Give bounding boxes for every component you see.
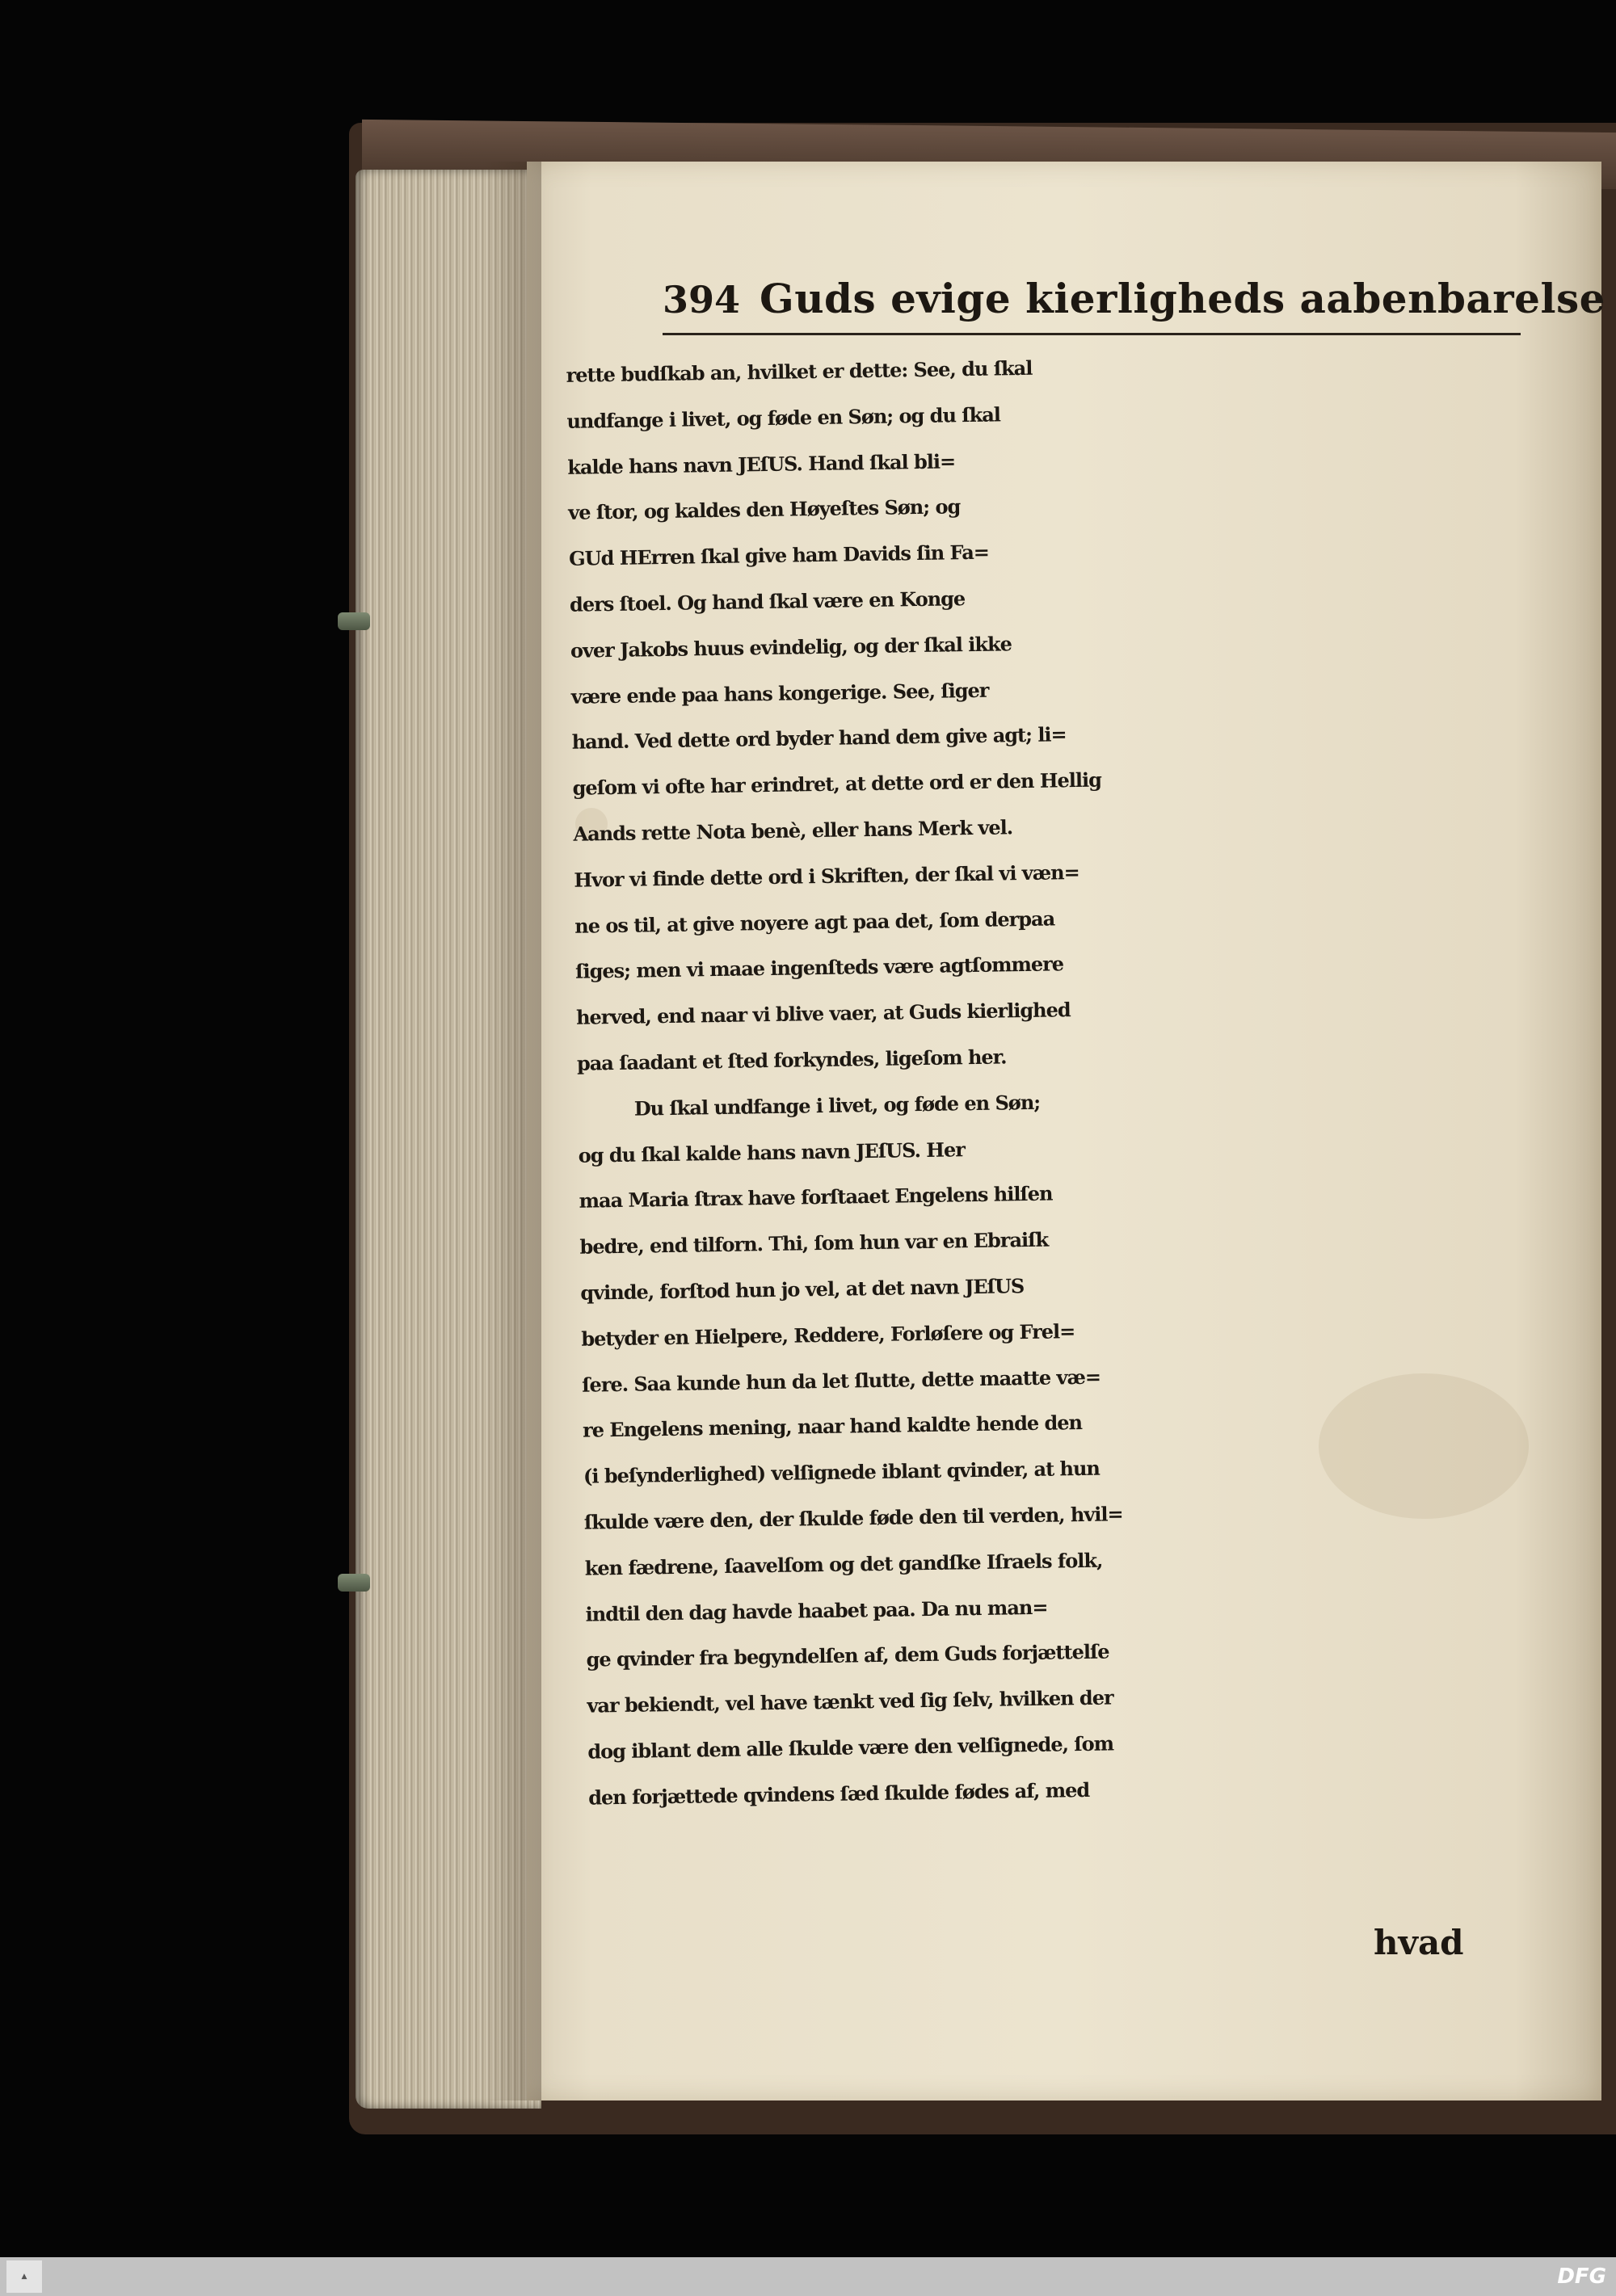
text-line: Aands rette Nota benè, eller hans Merk vel. <box>573 815 1013 846</box>
text-line: hand. Ved dette ord byder hand dem give agt; li= <box>571 722 1067 755</box>
text-line: ge qvinder fra begyndelſen af, dem Guds forjættelſe <box>586 1639 1109 1672</box>
page-header <box>663 267 1605 331</box>
text-line: ſkulde være den, der ſkulde føde den til verden, hvil= <box>583 1502 1123 1534</box>
text-line: den forjættede qvindens ſæd ſkulde fødes af, med <box>588 1777 1090 1810</box>
text-line: ne os til, at give noyere agt paa det, ſom derpaa <box>574 906 1055 938</box>
text-line: maa Maria ſtrax have forſtaaet Engelens hilſen <box>579 1181 1053 1213</box>
text-line: var bekiendt, vel have tænkt ved ſig ſelv, hvilken der <box>587 1685 1113 1718</box>
text-line: paa ſaadant et ſted forkyndes, ligeſom her. <box>576 1045 1007 1075</box>
text-line: rette budſkab an, hvilket er dette: See, du ſkal <box>566 355 1033 387</box>
text-line: ken fædrene, ſaavelſom og det gandſke Iſraels folk, <box>584 1548 1103 1580</box>
catchword: hvad <box>1374 1923 1464 1962</box>
text-line: ders ſtoel. Og hand ſkal være en Konge <box>569 587 966 616</box>
text-line: dog iblant dem alle ſkulde være den velſignede, ſom <box>587 1731 1114 1764</box>
running-head: Guds evige kierligheds aabenbarelse <box>760 275 1605 322</box>
text-line: betyder en Hielpere, Reddere, Forløſere og Frel= <box>581 1318 1075 1351</box>
text-line: GUd HErren ſkal give ham Davids ſin Fa= <box>568 540 990 571</box>
text-line: geſom vi ofte har erindret, at dette ord er den Hellig <box>572 767 1102 800</box>
page-gutter-shadow <box>485 162 541 2100</box>
text-line: ſere. Saa kunde hun da let ſlutte, dette maatte væ= <box>581 1365 1101 1397</box>
text-line: Du ſkal undfange i livet, og føde en Søn; <box>633 1090 1041 1121</box>
text-line: ve ſtor, og kaldes den Høyeſtes Søn; og <box>568 494 961 525</box>
text-line: herved, end naar vi blive vaer, at Guds kierlighed <box>575 998 1071 1029</box>
text-line: og du ſkal kalde hans navn JEſUS. Her <box>578 1137 966 1167</box>
text-line: bedre, end tilforn. Thi, ſom hun var en Ebraiſk <box>579 1227 1049 1259</box>
clasp-icon <box>338 1574 370 1592</box>
text-line: qvinde, forſtod hun jo vel, at det navn JEſUS <box>580 1274 1025 1305</box>
text-line: være ende paa hans kongerige. See, ſiger <box>570 678 989 709</box>
text-line: re Engelens mening, naar hand kaldte hende den <box>582 1411 1083 1443</box>
body-text <box>566 338 1561 2017</box>
text-line: undfange i livet, og føde en Søn; og du ſkal <box>566 402 1001 433</box>
library-logo-icon: ▲ <box>6 2260 42 2293</box>
page-number: 394 <box>663 278 741 322</box>
text-line: Hvor vi finde dette ord i Skriften, der ſkal vi væn= <box>574 860 1079 892</box>
clasp-icon <box>338 612 370 630</box>
text-line: ſiges; men vi maae ingenſteds være agtſommere <box>574 952 1064 984</box>
dfg-logo: DFG <box>1557 2264 1606 2289</box>
text-line: over Jakobs huus evindelig, og der ſkal ikke <box>570 632 1012 662</box>
scanner-footer-bar <box>0 2257 1616 2296</box>
header-rule <box>663 333 1521 335</box>
text-line: kalde hans navn JEſUS. Hand ſkal bli= <box>567 448 956 479</box>
text-line: (i beſynderlighed) velſignede iblant qvinder, at hun <box>583 1456 1100 1488</box>
text-line: indtil den dag havde haabet paa. Da nu man= <box>585 1595 1048 1626</box>
